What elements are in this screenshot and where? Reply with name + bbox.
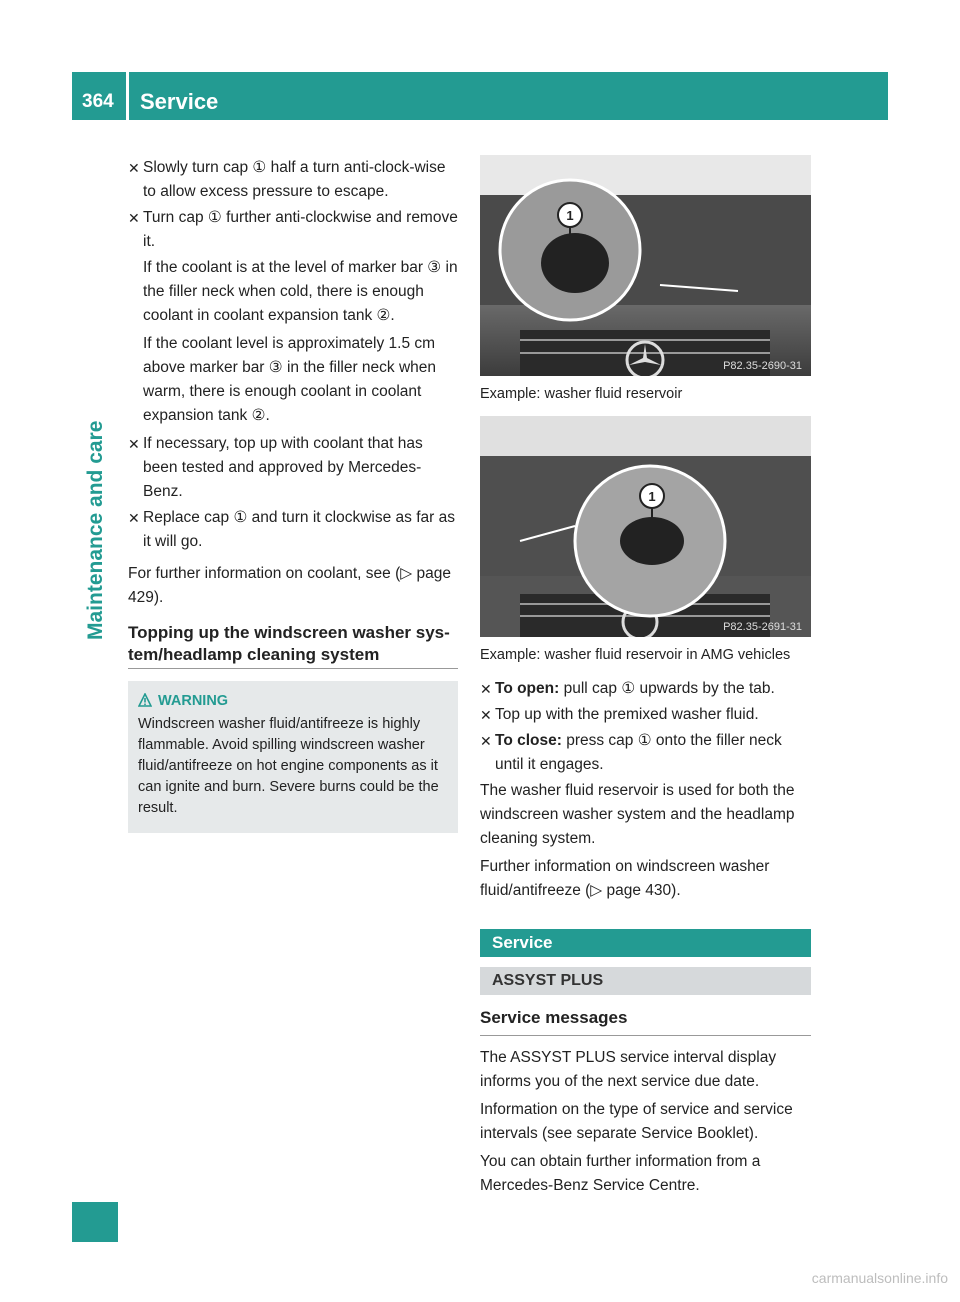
left-column [128, 156, 458, 833]
header-divider [126, 72, 129, 120]
further-info-link[interactable]: Further information on windscreen washer fluid/antifreeze (▷ page 430). [480, 858, 770, 899]
step-item [480, 703, 811, 727]
step-item [128, 206, 458, 254]
photo-code: P82.35-2691-31 [723, 621, 802, 633]
photo-callout-label: 1 [648, 489, 656, 504]
warning-triangle-icon [138, 693, 152, 707]
photo-washer-reservoir [480, 155, 811, 376]
step-marker-icon: ✕ [480, 681, 492, 697]
section-heading: Topping up the windscreen washer sys-tem/headlamp cleaning system [128, 622, 458, 669]
section-side-label: Maintenance and care [84, 420, 107, 640]
step-item [480, 729, 811, 777]
photo-callout-label: 1 [566, 208, 574, 223]
step-label: To close: [495, 732, 562, 749]
photo-caption: Example: washer fluid reservoir [480, 386, 683, 402]
step-text: Turn cap ① further anti-clockwise and remove it. [143, 209, 458, 250]
step-text: press cap ① onto the filler neck until it engages. [495, 732, 782, 773]
further-info-link[interactable]: For further information on coolant, see (▷ page 429). [128, 565, 451, 606]
service-text: You can obtain further information from a Mercedes-Benz Service Centre. [480, 1153, 761, 1194]
service-text: The ASSYST PLUS service interval display informs you of the next service due date. [480, 1049, 777, 1090]
step-marker-icon: ✕ [128, 160, 140, 176]
photo-code: P82.35-2690-31 [723, 360, 802, 372]
step-marker-icon: ✕ [128, 436, 140, 452]
page-number: 364 [82, 91, 114, 112]
watermark: carmanualsonline.info [811, 1270, 948, 1286]
step-text: Replace cap ① and turn it clockwise as far as it will go. [143, 509, 455, 550]
engine-bay-amg-illustration [480, 416, 811, 637]
side-marker [72, 1202, 118, 1242]
engine-bay-illustration [480, 155, 811, 376]
coolant-note: If the coolant is at the level of marker bar ③ in the filler neck when cold, there is enough coolant in coolant expansion tank ②. [143, 259, 458, 324]
step-marker-icon: ✕ [128, 210, 140, 226]
step-text: If necessary, top up with coolant that has been tested and approved by Mercedes-Benz. [143, 435, 423, 500]
coolant-note-warm: If the coolant level is approximately 1.5 cm above marker bar ③ in the filler neck when warm, there is enough coolant in coolant expansion tank ②. [143, 335, 437, 424]
step-marker-icon: ✕ [480, 707, 492, 723]
step-text: pull cap ① upwards by the tab. [559, 680, 775, 697]
reservoir-usage-text: The washer fluid reservoir is used for both the windscreen washer system and the headlamp cleaning system. [480, 782, 795, 847]
step-item [480, 677, 811, 701]
page-title: Service [140, 89, 219, 114]
step-label: To open: [495, 680, 560, 697]
right-column [480, 155, 811, 1202]
step-text: Slowly turn cap ① half a turn anti-clock-wise to allow excess pressure to escape. [143, 159, 446, 200]
step-item [128, 432, 458, 504]
warning-text: Windscreen washer fluid/antifreeze is highly flammable. Avoid spilling windscreen washer fluid/antifreeze on hot engine components as it can ignite and burn. Severe burns could be the result. [138, 716, 439, 816]
step-marker-icon: ✕ [480, 733, 492, 749]
photo-caption: Example: washer fluid reservoir in AMG vehicles [480, 647, 791, 663]
service-text: Information on the type of service and service intervals (see separate Service Booklet). [480, 1101, 793, 1142]
step-text: Top up with the premixed washer fluid. [495, 706, 759, 723]
subsection-bar-assyst: ASSYST PLUS [480, 967, 811, 995]
step-marker-icon: ✕ [128, 510, 140, 526]
page-header [72, 72, 888, 120]
section-bar-service: Service [480, 929, 811, 957]
step-item [128, 506, 458, 554]
warning-box [128, 681, 458, 833]
step-item [128, 156, 458, 204]
warning-title: WARNING [158, 693, 229, 709]
warning-header [138, 691, 446, 712]
photo-washer-reservoir-amg [480, 416, 811, 637]
section-heading: Service messages [480, 1007, 811, 1036]
